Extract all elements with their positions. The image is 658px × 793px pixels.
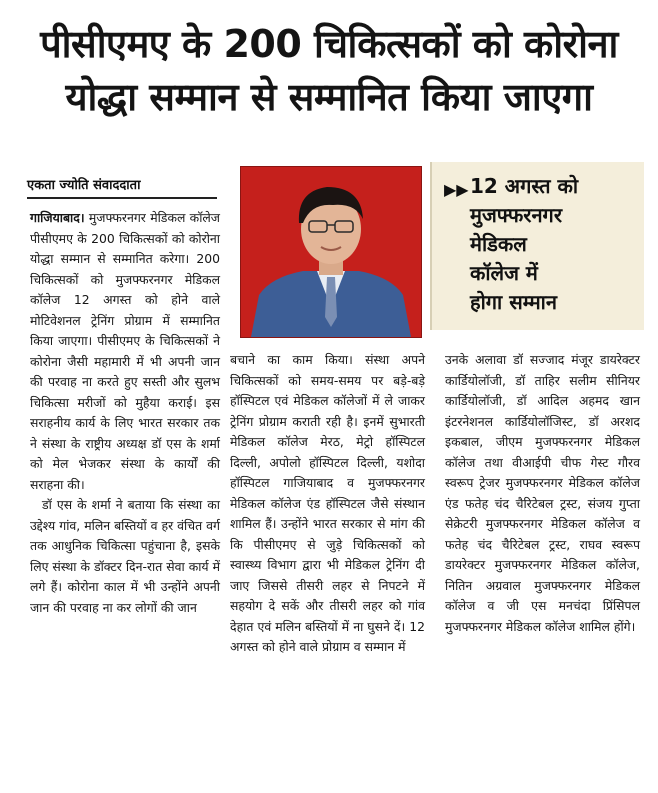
callout-line: मुजफ्फरनगर xyxy=(470,203,562,227)
callout-line: कॉलेज में xyxy=(470,261,538,285)
portrait-illustration xyxy=(241,167,421,337)
paragraph-3: बचाने का काम किया। संस्था अपने चिकित्सकों को समय-समय पर बड़े-बड़े हॉस्पिटल एवं मेडिकल कॉलेजों में ले जाकर ट्रेनिंग प्रोग्राम कराती रही है। इनमें सुभारती मेडिकल कॉलेज मेरठ, मेट्रो हॉस्पिटल दिल्ली, अपोलो हॉस्पिटल दिल्ली, यशोदा हॉस्पिटल गाजियाबाद व मुजफ्फरनगर मेडिकल कॉलेज एंड हॉस्पिटल जैसे संस्थान शामिल हैं। उन्होंने भारत सरकार से मांग की कि पीसीएमए से जुड़े चिकित्सकों को स्वास्थ्य विभाग द्वारा भी मेडिकल ट्रेनिंग दी जाए जिससे तीसरी लहर से निपटने में सहयोग दे सकें और तीसरी लहर को गांव देहात एवं मलिन बस्तियों में ना घुसने दें। 12 अगस्त को होने वाले प्रोग्राम व सम्मान में xyxy=(230,352,425,654)
headline xyxy=(0,18,658,124)
paragraph-1-text: मुजफ्फरनगर मेडिकल कॉलेज पीसीएमए के 200 चिकित्सकों को कोरोना योद्धा सम्मान से सम्मानित करेगा। 200 चिकित्सकों को मुजफ्फरनगर मेडिकल कॉलेज 12 अगस्त को होने वाले मोटिवेशनल ट्रेनिंग प्रोग्राम में सम्मानित किया जाएगा। पीसीएमए के चिकित्सकों ने कोरोना जैसी महामारी में भी अपनी जान की परवाह ना करते हुए सस्ती और सुलभ चिकित्सा मरीजों को मुहैया कराई। इस सराहनीय कार्य के लिए भारत सरकार तक ने संस्था के राष्ट्रीय अध्यक्ष डॉ एस के शर्मा को मेल भेजकर संस्था के कार्यों की सराहना की। xyxy=(30,210,220,492)
byline: एकता ज्योति संवाददाता xyxy=(27,175,217,199)
portrait-photo xyxy=(240,166,422,338)
highlight-callout xyxy=(430,162,644,330)
dateline: गाजियाबाद। xyxy=(30,210,85,225)
callout-line: होगा सम्मान xyxy=(470,290,557,314)
article-column-1 xyxy=(30,208,220,618)
callout-line: 12 अगस्त को xyxy=(470,174,579,198)
callout-line: मेडिकल xyxy=(470,232,527,256)
double-arrow-icon: ▶▶ xyxy=(444,180,469,199)
paragraph-4: उनके अलावा डॉ सज्जाद मंजूर डायरेक्टर कार्डियोलॉजी, डॉ ताहिर सलीम सीनियर कार्डियोलॉजी, डॉ आदिल अहमद खान इंटरनेशनल कार्डियोलॉजिस्ट, डॉ अरशद इकबाल, जीएम मुजफ्फरनगर मेडिकल कॉलेज तथा वीआईपी चीफ गेस्ट गौरव स्वरूप ट्रेजर मुजफ्फरनगर मेडिकल कॉलेज एंड फतेह चंद चैरिटेबल ट्रस्ट, संजय गुप्ता सेक्रेटरी मुजफ्फरनगर मेडिकल कॉलेज व फतेह चंद चैरिटेबल ट्रस्ट, राघव स्वरूप डायरेक्टर मुजफ्फरनगर मेडिकल कॉलेज, नितिन अग्रवाल मुजफ्फरनगर मेडिकल कॉलेज व जी एस मनचंदा प्रिंसिपल मुजफ्फरनगर मेडिकल कॉलेज शामिल होंगे। xyxy=(445,352,640,634)
paragraph-2: डॉ एस के शर्मा ने बताया कि संस्था का उद्देश्य गांव, मलिन बस्तियों व हर वंचित वर्ग तक आधुनिक चिकित्सा पहुंचाना है, इसके लिए संस्था के डॉक्टर दिन-रात सेवा कार्य में लगे हैं। कोरोना काल में भी उन्होंने अपनी जान की परवाह ना कर लोगों की जान xyxy=(30,497,220,615)
article-column-2 xyxy=(230,350,425,658)
article-column-3 xyxy=(445,350,640,637)
callout-text xyxy=(470,172,640,317)
headline-line-1: पीसीएमए के 200 चिकित्सकों को कोरोना xyxy=(40,22,618,66)
headline-line-2: योद्धा सम्मान से सम्मानित किया जाएगा xyxy=(65,75,593,119)
paragraph-1 xyxy=(30,208,220,495)
